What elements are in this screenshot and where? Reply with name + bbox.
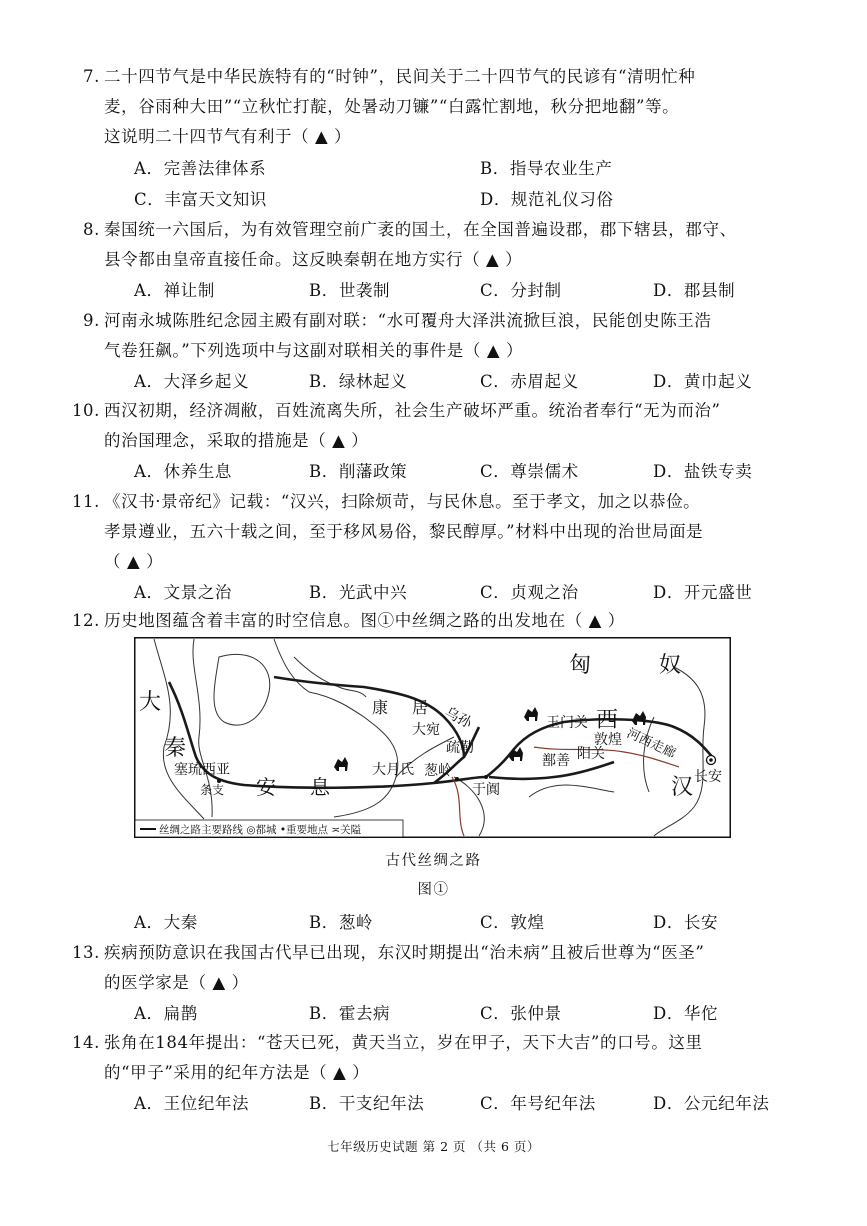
question-10-options	[134, 458, 784, 488]
question-text-line: 的医学家是（ ▲ ）	[104, 973, 249, 992]
question-text-line: 的治国理念，采取的措施是（ ▲ ）	[104, 431, 369, 450]
option-d[interactable]: D．长安	[653, 913, 719, 932]
question-14	[71, 1028, 774, 1088]
label-xiyu-xi: 西	[596, 708, 619, 733]
label-dayuan: 大宛	[412, 722, 440, 738]
label-anxi-1: 安	[256, 775, 276, 799]
option-a[interactable]: A．文景之治	[134, 583, 233, 602]
option-d[interactable]: D．盐铁专卖	[653, 462, 753, 481]
label-daqin-1: 大	[139, 690, 162, 715]
option-a[interactable]: A．完善法律体系	[134, 159, 267, 178]
label-han: 汉	[671, 775, 694, 800]
question-13	[71, 938, 774, 998]
question-text-line: 《汉书·景帝纪》记载：“汉兴，扫除烦苛，与民休息。至于孝文，加之以恭俭。	[104, 492, 701, 511]
label-shule: 疏勒	[446, 740, 474, 756]
question-12	[71, 606, 774, 636]
option-d[interactable]: D．华佗	[653, 1004, 719, 1023]
question-text-line: 孝景遵业，五六十载之间，至于移风易俗，黎民醇厚。”材料中出现的治世局面是	[104, 522, 704, 541]
question-7-options-row-1	[134, 155, 784, 185]
option-c[interactable]: C．贞观之治	[480, 583, 579, 602]
option-a[interactable]: A．禅让制	[134, 281, 215, 300]
label-wusun: 乌孙	[442, 704, 475, 732]
question-10	[71, 396, 774, 456]
question-11	[71, 487, 774, 577]
option-a[interactable]: A．大泽乡起义	[134, 372, 250, 391]
silk-road-map	[134, 637, 731, 838]
question-number: 10.	[71, 401, 100, 420]
question-8	[83, 215, 774, 275]
label-anxi-2: 息	[310, 775, 330, 799]
label-xiongnu-2: 奴	[659, 653, 682, 678]
question-11-options	[134, 579, 784, 609]
label-yutian: 于阗	[472, 782, 500, 798]
question-text-line: 二十四节气是中华民族特有的“时钟”，民间关于二十四节气的民谚有“清明忙种	[104, 67, 696, 86]
label-changan: 长安	[694, 769, 722, 785]
option-c[interactable]: C．敦煌	[480, 913, 545, 932]
label-yuzhi: 条支	[200, 783, 225, 797]
question-text-line: 县令都由皇帝直接任命。这反映秦朝在地方实行（ ▲ ）	[104, 250, 523, 269]
question-8-options	[134, 277, 784, 307]
question-number: 8.	[83, 220, 100, 239]
label-dunhuang: 敦煌	[594, 732, 622, 748]
option-b[interactable]: B．世袭制	[309, 281, 391, 300]
question-text-line: 西汉初期，经济凋敝，百姓流离失所，社会生产破坏严重。统治者奉行“无为而治”	[104, 401, 721, 420]
question-13-options	[134, 1000, 784, 1030]
label-congling: 葱岭	[424, 763, 452, 779]
question-9	[83, 306, 774, 366]
question-number: 14.	[71, 1033, 100, 1052]
option-b[interactable]: B．光武中兴	[309, 583, 408, 602]
option-c[interactable]: C．尊崇儒术	[480, 462, 579, 481]
label-xiongnu-1: 匈	[569, 653, 592, 678]
option-d[interactable]: D．郡县制	[653, 281, 736, 300]
question-number: 9.	[83, 311, 100, 330]
option-b[interactable]: B．削藩政策	[309, 462, 408, 481]
option-b[interactable]: B．霍去病	[309, 1004, 391, 1023]
option-c[interactable]: C．分封制	[480, 281, 562, 300]
question-number: 11.	[71, 492, 100, 511]
option-d[interactable]: D．公元纪年法	[653, 1094, 770, 1113]
question-text-line: 气卷狂飙。”下列选项中与这副对联相关的事件是（ ▲ ）	[104, 341, 524, 360]
question-number: 7.	[83, 67, 100, 86]
option-a[interactable]: A．扁鹊	[134, 1004, 198, 1023]
map-caption: 古代丝绸之路	[385, 853, 482, 869]
question-12-options	[134, 909, 784, 939]
label-daqin-2: 秦	[164, 736, 187, 761]
option-b[interactable]: B．干支纪年法	[309, 1094, 425, 1113]
question-text-line: 这说明二十四节气有利于（ ▲ ）	[104, 127, 352, 146]
question-text-line: 张角在184年提出：“苍天已死，黄天当立，岁在甲子，天下大吉”的口号。这里	[104, 1033, 703, 1052]
option-c[interactable]: C．年号纪年法	[480, 1094, 596, 1113]
option-c[interactable]: C．张仲景	[480, 1004, 562, 1023]
label-yangguan: 阳关	[577, 746, 605, 762]
option-a[interactable]: A．王位纪年法	[134, 1094, 250, 1113]
option-b[interactable]: B．绿林起义	[309, 372, 408, 391]
label-dayuezhi: 大月氏	[372, 762, 414, 778]
capital-marker-dot	[709, 758, 713, 762]
question-text-line: 麦，谷雨种大田”“立秋忙打靛，处暑动刀镰”“白露忙割地，秋分把地翻”等。	[104, 97, 680, 116]
option-c[interactable]: C．赤眉起义	[480, 372, 579, 391]
option-c[interactable]: C．丰富天文知识	[134, 190, 267, 209]
question-number: 12.	[71, 611, 100, 630]
question-text-line: 河南永城陈胜纪念园主殿有副对联：“水可覆舟大泽洪流掀巨浪，民能创史陈王浩	[104, 311, 712, 330]
label-yumenguan: 玉门关	[546, 715, 588, 731]
option-d[interactable]: D．开元盛世	[653, 583, 753, 602]
option-d[interactable]: D．黄巾起义	[653, 372, 753, 391]
legend-text: 丝绸之路主要路线 ◎都城 •重要地点 ≍关隘	[159, 824, 362, 836]
option-b[interactable]: B．葱岭	[309, 913, 374, 932]
page-footer: 七年级历史试题 第 2 页 （共 6 页）	[327, 1139, 540, 1154]
question-7-options-row-2	[134, 186, 784, 216]
question-text-line: 的“甲子”采用的纪年方法是（ ▲ ）	[104, 1063, 370, 1082]
question-text-line: （ ▲ ）	[104, 552, 164, 571]
label-kangju-2: 居	[412, 698, 429, 717]
question-text-line: 历史地图蕴含着丰富的时空信息。图①中丝绸之路的出发地在（ ▲ ）	[104, 611, 625, 630]
figure-label: 图①	[417, 882, 450, 898]
label-seleucia: 塞琉西亚	[174, 762, 230, 778]
question-7	[83, 62, 774, 152]
question-9-options	[134, 368, 784, 398]
question-text-line: 秦国统一六国后，为有效管理空前广袤的国土，在全国普遍设郡，郡下辖县，郡守、	[104, 220, 737, 239]
question-text-line: 疾病预防意识在我国古代早已出现，东汉时期提出“治未病”且被后世尊为“医圣”	[104, 943, 705, 962]
question-14-options	[134, 1090, 784, 1120]
label-kangju-1: 康	[372, 698, 389, 717]
label-hexi: 河西走廊	[624, 726, 678, 762]
option-d[interactable]: D．规范礼仪习俗	[480, 190, 614, 209]
option-a[interactable]: A．大秦	[134, 913, 198, 932]
option-b[interactable]: B．指导农业生产	[480, 159, 613, 178]
label-shanshan: 鄯善	[542, 753, 570, 769]
option-a[interactable]: A．休养生息	[134, 462, 233, 481]
question-number: 13.	[71, 943, 100, 962]
